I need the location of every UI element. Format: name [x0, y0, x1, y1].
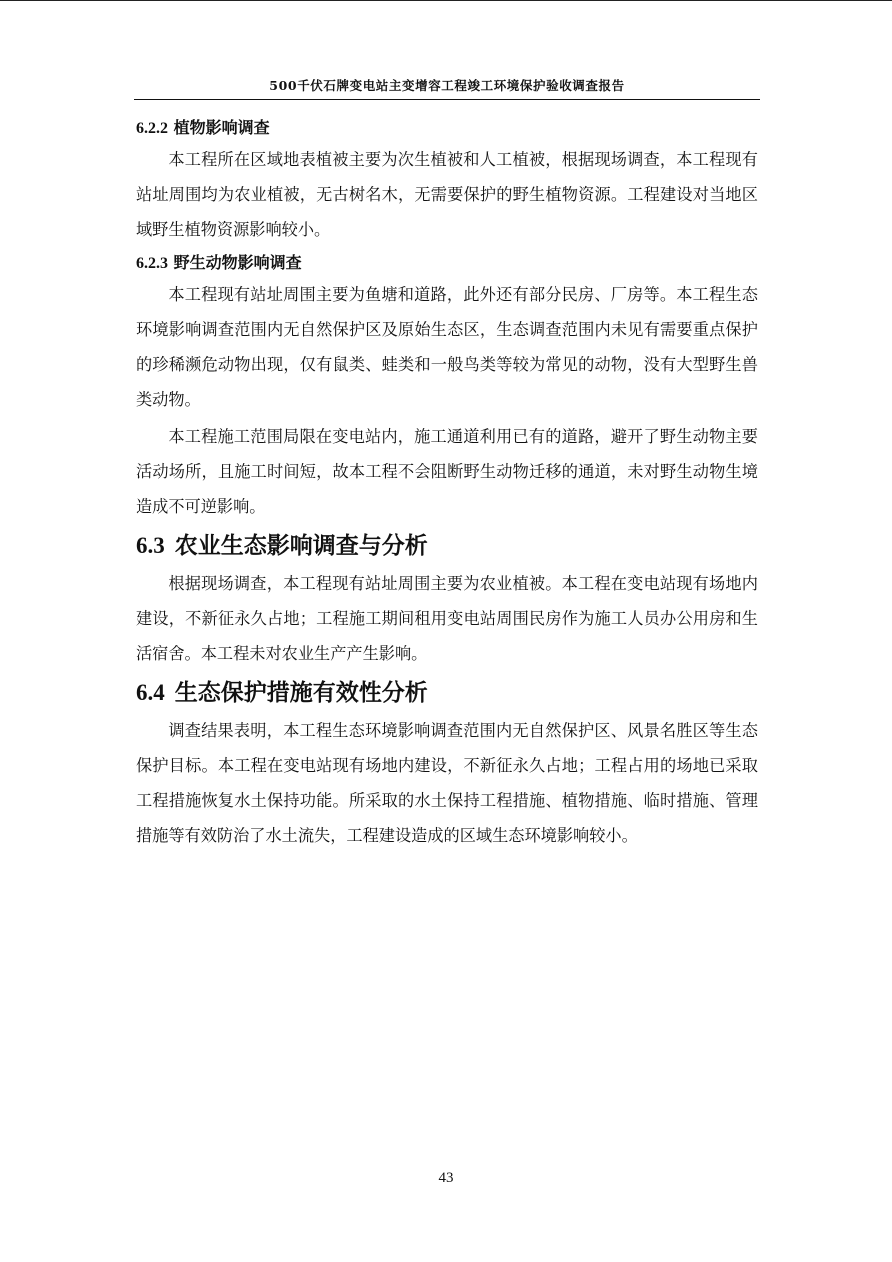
heading-6-2-3 — [136, 249, 758, 277]
page-top-border — [0, 0, 892, 1]
heading-title: 植物影响调查 — [173, 118, 270, 137]
heading-title: 农业生态影响调查与分析 — [174, 532, 428, 559]
heading-number: 6.2.3 — [136, 255, 168, 272]
heading-number: 6.4 — [136, 680, 165, 705]
page-body — [136, 114, 758, 855]
heading-title: 野生动物影响调查 — [173, 253, 302, 272]
paragraph: 根据现场调查，本工程现有站址周围主要为农业植被。本工程在变电站现有场地内建设，不新征永久占地；工程施工期间租用变电站周围民房作为施工人员办公用房和生活宿舍。本工程未对农业生产产生影响。 — [136, 574, 758, 663]
heading-number: 6.3 — [136, 533, 165, 558]
heading-number: 6.2.2 — [136, 120, 168, 137]
running-header: 500千伏石牌变电站主变增容工程竣工环境保护验收调查报告 — [269, 78, 625, 93]
paragraph: 本工程所在区域地表植被主要为次生植被和人工植被，根据现场调查，本工程现有站址周围均为农业植被，无古树名木，无需要保护的野生植物资源。工程建设对当地区域野生植物资源影响较小。 — [136, 150, 758, 239]
heading-title: 生态保护措施有效性分析 — [174, 679, 428, 706]
paragraph: 本工程施工范围局限在变电站内，施工通道利用已有的道路，避开了野生动物主要活动场所，且施工时间短，故本工程不会阻断野生动物迁移的通道，未对野生动物生境造成不可逆影响。 — [136, 427, 758, 516]
paragraph: 本工程现有站址周围主要为鱼塘和道路，此外还有部分民房、厂房等。本工程生态环境影响调查范围内无自然保护区及原始生态区，生态调查范围内未见有需要重点保护的珍稀濒危动物出现，仅有鼠类、蛙类和一般鸟类等较为常见的动物，没有大型野生兽类动物。 — [136, 285, 758, 409]
paragraph: 调查结果表明，本工程生态环境影响调查范围内无自然保护区、风景名胜区等生态保护目标。本工程在变电站现有场地内建设，不新征永久占地；工程占用的场地已采取工程措施恢复水土保持功能。所采取的水土保持工程措施、植物措施、临时措施、管理措施等有效防治了水土流失，工程建设造成的区域生态环境影响较小。 — [136, 721, 758, 845]
heading-6-2-2 — [136, 114, 758, 142]
heading-6-3 — [136, 526, 758, 566]
heading-6-4 — [136, 673, 758, 713]
header-rule — [134, 99, 760, 100]
page-number: 43 — [438, 1170, 454, 1186]
